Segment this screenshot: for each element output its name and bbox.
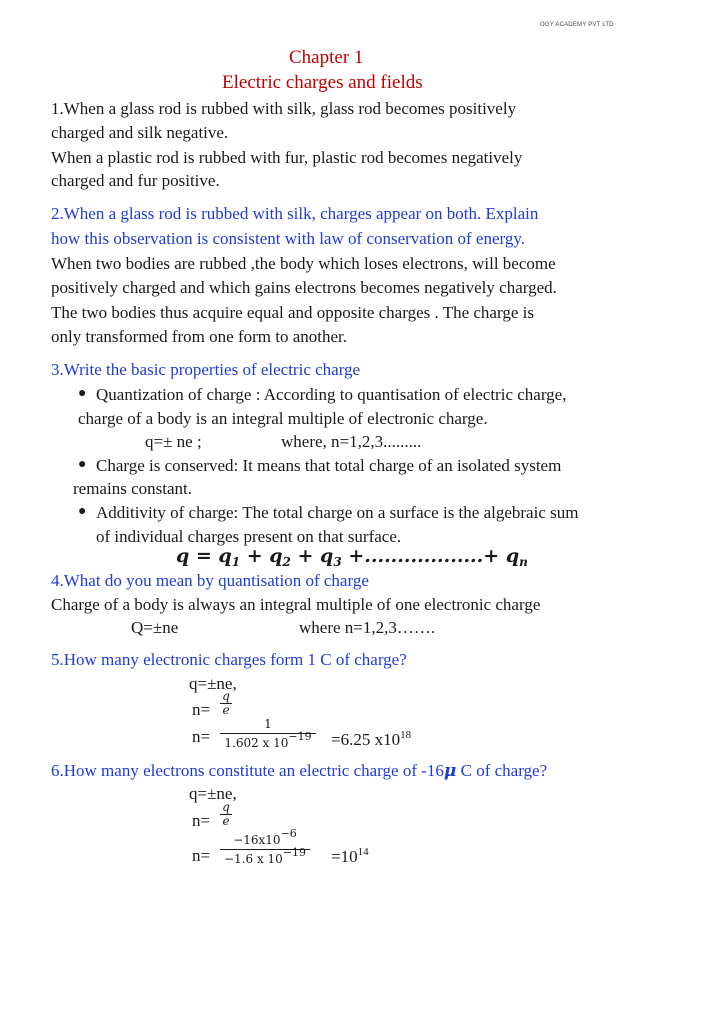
q2-answer-line1: When two bodies are rubbed ,the body which loses electrons, will become: [51, 254, 556, 273]
q1-number: 1.: [51, 99, 64, 118]
q5-n-label: n=: [192, 700, 211, 719]
q5-number: 5.: [51, 650, 64, 669]
q5-n-label2: n=: [192, 727, 211, 746]
q5-question: 5.How many electronic charges form 1 C of charge?: [51, 650, 407, 669]
q2-question-line2: how this observation is consistent with law of conservation of energy.: [51, 229, 526, 248]
q6-number: 6.: [51, 761, 64, 780]
q5-denominator: 1.602 x $10^{-19}$: [224, 730, 312, 750]
q4-equation: Q=±ne: [131, 618, 179, 637]
q3-bullet2-line2: remains constant.: [73, 479, 192, 498]
q2-answer-line2: positively charged and which gains electrons becomes negatively charged.: [51, 278, 557, 297]
q1-line3: When a plastic rod is rubbed with fur, plastic rod becomes negatively: [51, 148, 523, 167]
q2-number: 2.: [51, 204, 64, 223]
q3-bullet1-where: where, n=1,2,3.........: [281, 432, 422, 451]
q5-q-over-e: q e: [220, 690, 232, 717]
q5-result: =6.25 $x10^{18}$: [331, 729, 412, 749]
q4-question: 4.What do you mean by quantisation of charge: [51, 571, 369, 590]
q3-number: 3.: [51, 360, 64, 379]
q6-numerator: $-16x10^{-6}$: [233, 827, 297, 847]
bullet-icon: ●: [78, 457, 87, 472]
q6-eq1: q=±ne,: [189, 784, 237, 803]
q2-answer-line3: The two bodies thus acquire equal and opposite charges . The charge is: [51, 303, 534, 322]
q3-bullet1-line1: Quantization of charge : According to quantisation of electric charge,: [96, 385, 567, 404]
q4-answer: Charge of a body is always an integral multiple of one electronic charge: [51, 595, 541, 614]
chapter-title: Chapter 1: [289, 47, 364, 68]
q3-bullet1-line2: charge of a body is an integral multiple of electronic charge.: [78, 409, 488, 428]
q1-line4: charged and fur positive.: [51, 171, 220, 190]
q2-answer-line4: only transformed from one form to another.: [51, 327, 348, 346]
q5-eq1: q=±ne,: [189, 674, 237, 693]
q6-fraction: [220, 827, 310, 867]
q6-denominator: −1.6 x $10^{-19}$: [223, 846, 307, 866]
q3-bullet2-line1: Charge is conserved: It means that total charge of an isolated system: [96, 456, 562, 475]
mu-symbol: μ: [443, 761, 457, 781]
q6-result: $=10^{14}$: [331, 846, 369, 866]
q3-bullet3-line2: of individual charges present on that surface.: [96, 527, 402, 546]
q4-number: 4.: [51, 571, 64, 590]
bullet-icon: ●: [78, 386, 87, 401]
q6-n-label2: n=: [192, 846, 211, 865]
q5-fraction: 1 1.602 x $10^{-19}$: [220, 716, 316, 751]
q3-question: 3.Write the basic properties of electric charge: [51, 360, 361, 379]
q1-line1: 1.When a glass rod is rubbed with silk, glass rod becomes positively: [51, 99, 517, 118]
q6-question: 6.How many electrons constitute an electric charge of -16μ C of charge?: [51, 761, 548, 781]
q2-question-line1: 2.When a glass rod is rubbed with silk, charges appear on both. Explain: [51, 204, 539, 223]
q1-line2: charged and silk negative.: [51, 123, 229, 142]
q4-where: where n=1,2,3…….: [299, 618, 436, 637]
q3-bullet3-line1: Additivity of charge: The total charge on a surface is the algebraic sum: [96, 503, 579, 522]
additivity-equation: $q = q_1 + q_2 + q_3$ +..................+ $q_n$: [176, 545, 528, 569]
chapter-subtitle: Electric charges and fields: [222, 72, 423, 93]
q6-q-over-e: q e: [220, 801, 232, 828]
company-header: OGY ACADEMY PVT LTD: [540, 22, 614, 28]
q6-n-label: n=: [192, 811, 211, 830]
bullet-icon: ●: [78, 504, 87, 519]
q3-bullet1-equation: q=± ne ;: [145, 432, 202, 451]
